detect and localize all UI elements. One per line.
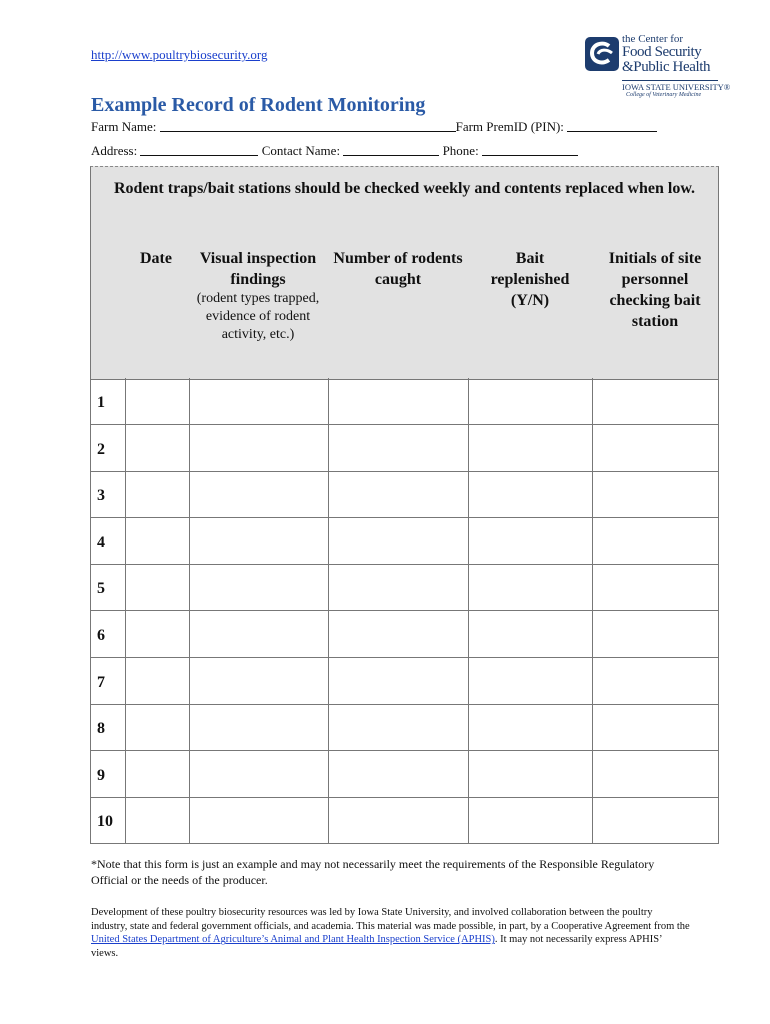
table-row xyxy=(90,378,719,425)
column-divider xyxy=(189,378,190,424)
column-divider xyxy=(125,611,126,657)
table-row xyxy=(90,797,719,844)
row-number: 5 xyxy=(97,580,105,598)
column-divider xyxy=(125,518,126,564)
table-row xyxy=(90,751,719,798)
row-number: 4 xyxy=(97,533,105,551)
column-divider xyxy=(468,378,469,424)
column-divider xyxy=(125,564,126,610)
table-row xyxy=(90,658,719,705)
phone-field[interactable] xyxy=(482,143,578,156)
column-divider xyxy=(189,704,190,750)
table-row xyxy=(90,611,719,658)
column-divider xyxy=(189,797,190,843)
column-divider xyxy=(189,751,190,797)
row-number: 1 xyxy=(97,394,105,411)
column-divider xyxy=(328,797,329,843)
column-divider xyxy=(125,751,126,797)
column-divider xyxy=(468,425,469,471)
cfsph-logo-icon xyxy=(584,36,620,72)
column-divider xyxy=(592,564,593,610)
table-row xyxy=(90,704,719,751)
row-number: 6 xyxy=(97,627,105,644)
rodent-monitoring-table xyxy=(90,166,719,844)
address-label: Address: xyxy=(91,143,138,158)
column-header-initials: Initials of site personnel checking bait station xyxy=(608,250,702,330)
logo-wordmark: the Center for Food Security &Public Health xyxy=(622,33,711,75)
column-divider xyxy=(125,425,126,471)
contact-name-field[interactable] xyxy=(343,143,439,156)
column-divider xyxy=(125,378,126,424)
column-divider xyxy=(468,471,469,517)
column-divider xyxy=(468,611,469,657)
address-field[interactable] xyxy=(140,143,258,156)
column-divider xyxy=(328,378,329,424)
table-row xyxy=(90,425,719,472)
disclaimer-note: *Note that this form is just an example and may not necessarily meet the requirements of the Responsible Regulatory Official or the needs of the producer. xyxy=(91,857,655,887)
development-credit: Development of these poultry biosecurity resources was led by Iowa State University, and involved collaboration between the poultry industry, state and federal government officials, and academia. This material was made possible, in part, by a Cooperative Agreement from the United States Department of Agriculture’s Animal and Plant Health Inspection Service (APHIS). It may not necessarily express APHIS’ views. xyxy=(91,907,690,960)
phone-label: Phone: xyxy=(442,143,479,158)
column-divider xyxy=(592,751,593,797)
logo-college: College of Veterinary Medicine xyxy=(626,92,702,98)
row-number: 9 xyxy=(97,766,105,784)
column-divider xyxy=(328,564,329,610)
column-divider xyxy=(125,797,126,843)
column-divider xyxy=(468,564,469,610)
row-number: 7 xyxy=(97,673,105,691)
column-divider xyxy=(592,658,593,704)
column-divider xyxy=(328,518,329,564)
table-row xyxy=(90,518,719,565)
logo-divider xyxy=(622,80,718,81)
column-header-date: Date xyxy=(140,250,172,267)
column-divider xyxy=(328,425,329,471)
column-divider xyxy=(468,658,469,704)
column-header-visual-inspection: Visual inspection findings (rodent types trapped, evidence of rodent activity, etc.) xyxy=(188,248,328,344)
column-divider xyxy=(189,471,190,517)
column-divider xyxy=(592,378,593,424)
page-title: Example Record of Rodent Monitoring xyxy=(91,94,426,116)
farm-premid-label: Farm PremID (PIN): xyxy=(455,119,564,134)
column-divider xyxy=(592,611,593,657)
row-number: 8 xyxy=(97,720,105,738)
column-divider xyxy=(592,425,593,471)
column-divider xyxy=(468,518,469,564)
column-divider xyxy=(592,471,593,517)
column-divider xyxy=(125,471,126,517)
center-food-security-logo xyxy=(584,33,731,100)
column-divider xyxy=(468,704,469,750)
row-number: 10 xyxy=(97,813,113,831)
column-divider xyxy=(468,751,469,797)
column-divider xyxy=(592,704,593,750)
farm-premid-field[interactable] xyxy=(567,119,657,132)
column-header-bait-replenished: Bait replenished (Y/N) xyxy=(490,250,570,309)
aphis-link[interactable]: United States Department of Agriculture’s Animal and Plant Health Inspection Service (APHIS) xyxy=(91,934,495,946)
column-header-rodents-caught: Number of rodents caught xyxy=(333,250,463,288)
column-divider xyxy=(189,564,190,610)
column-divider xyxy=(328,611,329,657)
column-divider xyxy=(125,658,126,704)
column-divider xyxy=(592,797,593,843)
table-row xyxy=(90,471,719,518)
row-number: 2 xyxy=(97,440,105,458)
column-divider xyxy=(125,704,126,750)
column-divider xyxy=(189,611,190,657)
table-instruction: Rodent traps/bait stations should be checked weekly and contents replaced when low. xyxy=(113,180,696,197)
contact-name-label: Contact Name: xyxy=(261,143,341,158)
column-divider xyxy=(592,518,593,564)
column-divider xyxy=(189,658,190,704)
column-divider xyxy=(328,704,329,750)
column-divider xyxy=(328,658,329,704)
column-subheader-visual-inspection: (rodent types trapped, evidence of rodent activity, etc.) xyxy=(196,291,320,342)
row-number: 3 xyxy=(97,487,105,505)
farm-name-field[interactable] xyxy=(160,119,456,132)
column-divider xyxy=(328,471,329,517)
column-divider xyxy=(468,797,469,843)
poultrybiosecurity-link[interactable]: http://www.poultrybiosecurity.org xyxy=(91,47,268,62)
column-divider xyxy=(189,425,190,471)
farm-info-row xyxy=(91,119,657,135)
table-body xyxy=(90,378,719,844)
column-divider xyxy=(189,518,190,564)
logo-university: IOWA STATE UNIVERSITY® xyxy=(622,82,731,92)
table-row xyxy=(90,564,719,611)
contact-info-row xyxy=(91,143,578,159)
farm-name-label: Farm Name: xyxy=(91,119,157,134)
column-divider xyxy=(328,751,329,797)
